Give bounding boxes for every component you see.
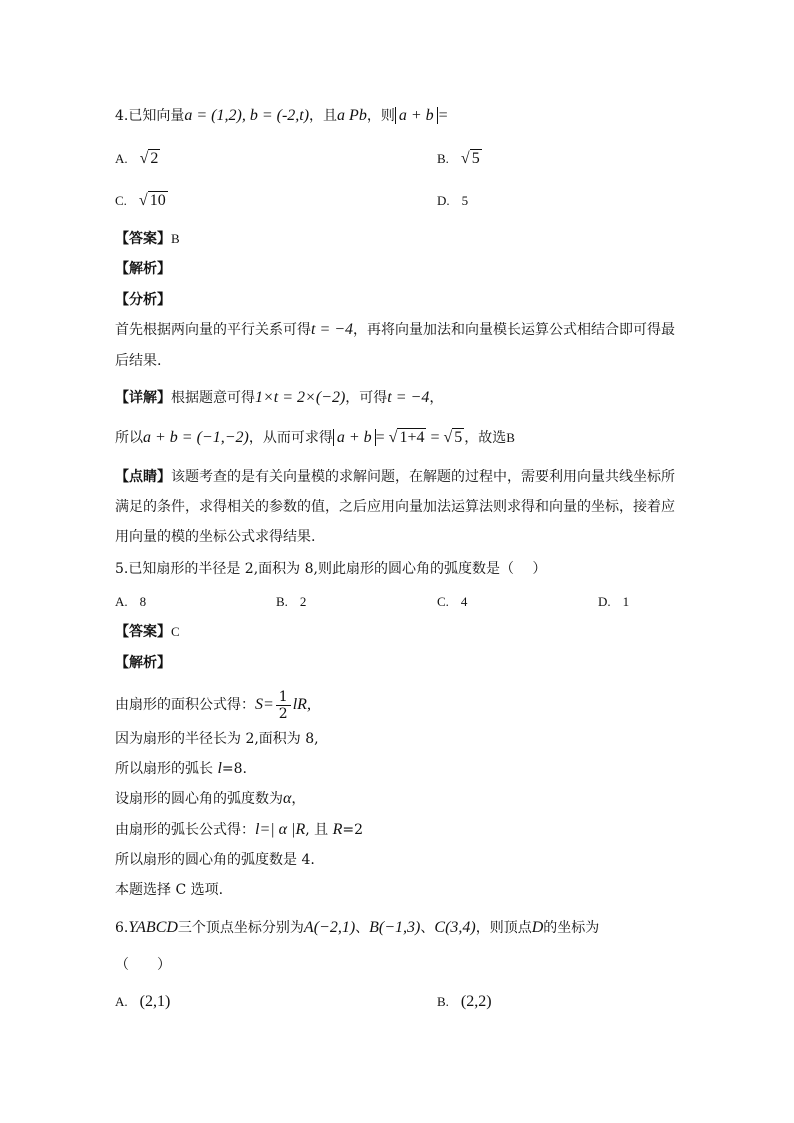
option-label: B. bbox=[437, 151, 449, 166]
q4-analysis-line-1 bbox=[115, 320, 675, 340]
math: a + b = (−1,−2) bbox=[143, 429, 249, 446]
text: ，则顶点 bbox=[475, 920, 532, 936]
q5-line-6: 所以扇形的圆心角的弧度数是 4. bbox=[115, 852, 315, 868]
denominator: 2 bbox=[278, 705, 288, 722]
math: 1+4 bbox=[399, 429, 425, 446]
text: 的坐标为 bbox=[543, 920, 600, 936]
option-value: 5 bbox=[461, 193, 469, 208]
option-label: A. bbox=[115, 994, 128, 1009]
q4-prefix: 4.已知向量 bbox=[115, 108, 185, 124]
option-label: A. bbox=[115, 594, 128, 609]
q4-analysis-line-2: 后结果. bbox=[115, 353, 162, 369]
answer-tag: 【答案】 bbox=[115, 231, 171, 247]
text: ，从而可求得 bbox=[248, 430, 333, 446]
text: 首先根据两向量的平行关系可得 bbox=[115, 322, 311, 338]
q4-comment-line-3: 用向量的模的坐标公式求得结果. bbox=[115, 529, 316, 545]
math: t = −4 bbox=[387, 389, 430, 406]
text: =8. bbox=[221, 761, 247, 777]
q4-option-d bbox=[437, 191, 468, 211]
text: 6. bbox=[115, 920, 129, 936]
q5-line-3 bbox=[115, 759, 247, 779]
math: A(−2,1) bbox=[303, 919, 356, 936]
math: = bbox=[426, 429, 444, 446]
text: ， bbox=[291, 791, 306, 807]
option-value: (2,2) bbox=[460, 993, 492, 1010]
q6-paren: （ ） bbox=[115, 957, 171, 973]
q5-line-4 bbox=[115, 789, 305, 809]
q4-option-c: C. √ 10 bbox=[115, 192, 166, 209]
math: R bbox=[332, 821, 343, 838]
math: α bbox=[283, 790, 292, 807]
q4-detail-line-1 bbox=[115, 388, 443, 408]
text: 三个顶点坐标分别为 bbox=[177, 920, 304, 936]
q6-option-b bbox=[437, 992, 492, 1012]
math: a + b bbox=[333, 429, 376, 446]
text: 、 bbox=[355, 920, 370, 936]
math: 1×t = 2×(−2) bbox=[255, 389, 346, 406]
math: t = −4 bbox=[311, 321, 354, 338]
option-value: 4 bbox=[460, 594, 468, 609]
q4-option-a: A. √ 2 bbox=[115, 150, 159, 167]
text: ，故选 bbox=[464, 430, 507, 446]
text: B bbox=[506, 430, 515, 445]
q4-detail-line-2: 所以a + b = (−1,−2)，从而可求得 a + b = √ 1+4 = √ 5 ，故选B bbox=[115, 429, 515, 446]
math: D bbox=[531, 919, 544, 936]
q5-option-a bbox=[115, 592, 146, 612]
q5-line-2: 因为扇形的半径长为 2,面积为 8, bbox=[115, 731, 319, 747]
text: 由扇形的弧长公式得： bbox=[115, 822, 255, 838]
math: lR, bbox=[292, 696, 311, 713]
q4-jiexi-tag: 【解析】 bbox=[115, 261, 171, 277]
math: l=| α |R bbox=[255, 821, 306, 838]
option-label: C. bbox=[115, 193, 127, 208]
text: 该题考查的是有关向量模的求解问题，在解题的过程中，需要利用向量共线坐标所 bbox=[171, 469, 675, 485]
q5-jiexi-tag: 【解析】 bbox=[115, 655, 171, 671]
q4-eq: = bbox=[437, 107, 449, 124]
text: ， bbox=[429, 390, 444, 406]
option-label: D. bbox=[437, 193, 450, 208]
option-label: C. bbox=[437, 594, 449, 609]
option-label: A. bbox=[115, 151, 128, 166]
q6-stem bbox=[115, 918, 599, 938]
option-label: D. bbox=[598, 594, 611, 609]
q4-tail: ，则 bbox=[366, 108, 395, 124]
text: 所以扇形的弧长 bbox=[115, 761, 218, 777]
math: l bbox=[217, 760, 222, 777]
q5-option-c bbox=[437, 592, 467, 612]
option-label: B. bbox=[437, 994, 449, 1009]
text: , 且 bbox=[305, 822, 333, 838]
q4-option-b: B. √ 5 bbox=[437, 150, 480, 167]
option-value: 1 bbox=[622, 594, 630, 609]
q5-stem: 5.已知扇形的半径是 2,面积为 8,则此扇形的圆心角的弧度数是（ ） bbox=[115, 561, 547, 577]
math: S= bbox=[255, 696, 274, 713]
answer-value: C bbox=[171, 624, 180, 639]
text: 根据题意可得 bbox=[171, 390, 255, 406]
text: ，再将向量加法和向量模长运算公式相结合即可得最 bbox=[353, 322, 676, 338]
text: =2 bbox=[342, 822, 363, 838]
q5-line-1 bbox=[115, 688, 311, 722]
q5-answer bbox=[115, 622, 180, 642]
math: YABCD bbox=[128, 919, 178, 936]
text: ，可得 bbox=[345, 390, 388, 406]
q5-option-b bbox=[276, 592, 306, 612]
q4-vectors: a = (1,2), b = (-2,t) bbox=[184, 107, 310, 124]
option-value: 2 bbox=[299, 594, 307, 609]
math: 5 bbox=[454, 429, 463, 446]
option-value: 2 bbox=[150, 150, 159, 167]
q5-line-7: 本题选择 C 选项. bbox=[115, 882, 224, 898]
answer-tag: 【答案】 bbox=[115, 624, 171, 640]
comment-tag: 【点睛】 bbox=[115, 469, 171, 485]
fraction bbox=[276, 689, 291, 722]
q4-mid: ，且 bbox=[309, 108, 338, 124]
q4-fenxi-tag: 【分析】 bbox=[115, 292, 171, 308]
q5-line-5 bbox=[115, 820, 363, 840]
text: 由扇形的面积公式得： bbox=[115, 697, 255, 713]
q4-comment-line-2: 满足的条件，求得相关的参数的值，之后应用向量加法运算法则求得和向量的坐标，接着应 bbox=[115, 499, 675, 515]
option-label: B. bbox=[276, 594, 288, 609]
text: 设扇形的圆心角的弧度数为 bbox=[115, 791, 283, 807]
q4-parallel: a Pb bbox=[337, 107, 367, 124]
option-value: 5 bbox=[471, 150, 480, 167]
q5-option-d bbox=[598, 592, 629, 612]
option-value: (2,1) bbox=[139, 993, 171, 1010]
q4-comment-line-1 bbox=[115, 467, 675, 487]
q4-answer bbox=[115, 229, 180, 249]
math: = bbox=[375, 429, 389, 446]
text: 、 bbox=[420, 920, 435, 936]
math: C(3,4) bbox=[434, 919, 476, 936]
detail-tag: 【详解】 bbox=[115, 390, 171, 406]
option-value: 8 bbox=[139, 594, 147, 609]
q4-abs-expr: a + b bbox=[395, 107, 438, 124]
answer-value: B bbox=[171, 231, 180, 246]
numerator: 1 bbox=[276, 689, 291, 706]
q4-stem bbox=[115, 106, 448, 126]
q6-option-a bbox=[115, 992, 170, 1012]
option-value: 10 bbox=[149, 192, 166, 209]
math: B(−1,3) bbox=[369, 919, 421, 936]
text: 所以 bbox=[115, 430, 143, 446]
